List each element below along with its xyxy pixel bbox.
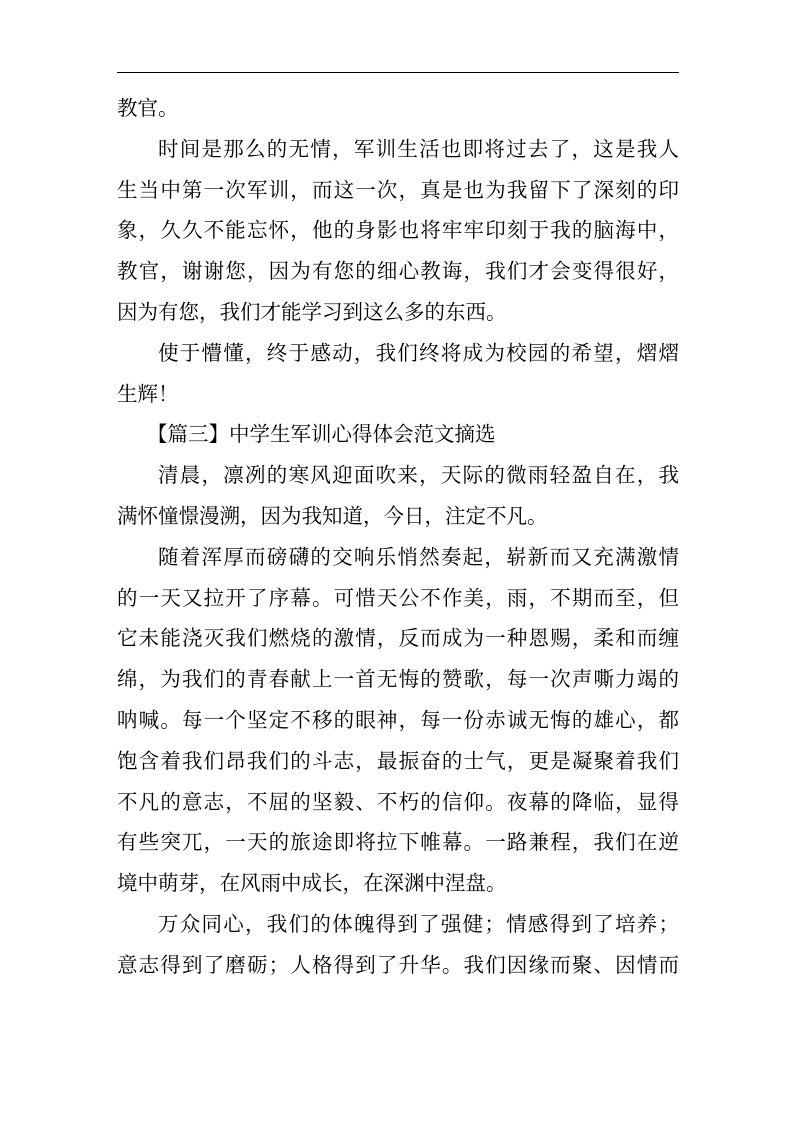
text-line: 象，久久不能忘怀，他的身影也将牢牢印刻于我的脑海中， (117, 218, 679, 243)
text-line: 境中萌芽，在风雨中成长，在深渊中涅盘。 (117, 871, 507, 896)
text-line: 绵，为我们的青春献上一首无悔的赞歌，每一次声嘶力竭的 (117, 667, 679, 692)
text-line: 生当中第一次军训，而这一次，真是也为我留下了深刻的印 (117, 177, 679, 202)
text-line: 满怀憧憬漫溯，因为我知道，今日，注定不凡。 (117, 503, 548, 528)
document-body (117, 88, 679, 986)
text-line: 使于懵懂，终于感动，我们终将成为校园的希望，熠熠 (158, 340, 679, 365)
text-line: 呐喊。每一个坚定不移的眼神，每一份赤诚无悔的雄心，都 (117, 707, 679, 732)
text-line: 教官，谢谢您，因为有您的细心教诲，我们才会变得很好， (117, 259, 679, 284)
text-line: 的一天又拉开了序幕。可惜天公不作美，雨，不期而至，但 (117, 585, 679, 610)
text-line: 时间是那么的无情，军训生活也即将过去了，这是我人 (158, 136, 679, 161)
text-line: 它未能浇灭我们燃烧的激情，反而成为一种恩赐，柔和而缠 (117, 626, 679, 651)
text-line: 有些突兀，一天的旅途即将拉下帷幕。一路兼程，我们在逆 (117, 830, 679, 855)
text-line: 清晨，凛冽的寒风迎面吹来，天际的微雨轻盈自在，我 (158, 463, 679, 488)
text-line: 不凡的意志，不屈的坚毅、不朽的信仰。夜幕的降临，显得 (117, 789, 679, 814)
text-line: 万众同心，我们的体魄得到了强健；情感得到了培养； (158, 911, 679, 936)
text-line: 意志得到了磨砺；人格得到了升华。我们因缘而聚、因情而 (117, 952, 679, 977)
header-rule (117, 72, 679, 73)
section-heading: 【篇三】中学生军训心得体会范文摘选 (147, 422, 496, 447)
text-line: 生辉！ (117, 381, 179, 406)
text-line: 饱含着我们昂我们的斗志，最振奋的士气，更是凝聚着我们 (117, 748, 679, 773)
text-line: 教官。 (117, 96, 179, 120)
text-line: 因为有您，我们才能学习到这么多的东西。 (117, 299, 507, 324)
text-line: 随着浑厚而磅礴的交响乐悄然奏起，崭新而又充满激情 (158, 544, 679, 569)
